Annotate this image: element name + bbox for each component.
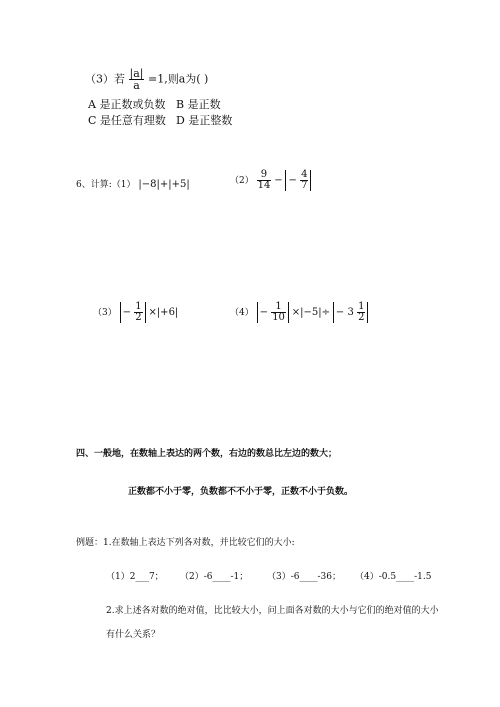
q6-part4-frac1-num: 1: [271, 302, 286, 313]
example-line3: 有什么关系？: [106, 630, 161, 640]
q6-part3-rest: ×|+6|: [148, 307, 179, 318]
q6-part4-label: （4）: [230, 308, 254, 318]
section4-subtext: 正数都不小于零，负数都不不小于零，正数不小于负数。: [128, 487, 354, 497]
q3-prefix: （3）若: [85, 72, 125, 86]
comparison-3: （3）-6____-36；: [267, 572, 341, 582]
q6-part2-frac2: [300, 170, 308, 191]
q6-label: 6、计算:（1）: [76, 180, 136, 190]
q6-part2-minus: −: [274, 175, 283, 186]
q6-part2-frac1-den: 14: [257, 180, 271, 191]
q6-part2: [230, 170, 311, 191]
q3-option-b: B 是正数: [176, 98, 221, 111]
q6-part2-label: （2）: [230, 176, 254, 186]
q6-part3-label: （3）: [93, 308, 117, 318]
q3-option-c: C 是任意有理数: [88, 114, 166, 127]
q6-part1-expr: |−8|+|+5|: [138, 179, 190, 190]
example-line1: 例题：1.在数轴上表达下列各对数，并比较它们的大小:: [76, 538, 295, 548]
q6-part3: [93, 302, 178, 323]
q3-frac-den: a: [133, 79, 140, 92]
comparison-4: （4）-0.5____-1.5: [355, 572, 432, 582]
comparison-2: （2）-6____-1；: [180, 572, 249, 582]
q6-part3-abs: [120, 302, 146, 323]
q3-suffix: =1,则a为( ): [147, 72, 209, 86]
q6-part2-frac1-num: 9: [257, 170, 272, 181]
q3-option-d: D 是正整数: [176, 114, 233, 127]
q6-part3-frac-den: 2: [135, 312, 142, 323]
q6-part4-abs1: [257, 302, 289, 323]
q6-part4-minus1: −: [259, 307, 268, 318]
q6-part4: [230, 302, 368, 323]
q6-part4-whole: 3: [347, 307, 354, 318]
q3-frac-num: |a|: [129, 67, 144, 80]
q6-part4-frac2-num: 1: [358, 301, 365, 312]
example-line2: 2.求上述各对数的绝对值，比比较大小，问上面各对数的大小与它们的绝对值的大小: [106, 606, 439, 616]
q6-part4-abs2: [333, 302, 369, 323]
q6-part4-frac1: [271, 302, 286, 323]
comparison-1: （1）2___7；: [106, 572, 164, 582]
q6-part3-minus: −: [122, 307, 131, 318]
q6-part2-frac2-den: 7: [301, 180, 308, 191]
section4-heading: 四、一般地，在数轴上表达的两个数，右边的数总比左边的数大；: [76, 449, 338, 459]
q6-part3-frac-num: 1: [135, 301, 142, 312]
q3-stem: [85, 68, 208, 91]
q6-part2-frac1: [257, 170, 272, 191]
q6-part2-frac2-num: 4: [301, 169, 308, 180]
q6-part2-inner-minus: −: [288, 175, 297, 186]
q6-part4-frac2-den: 2: [358, 312, 365, 323]
q6-part3-frac: [134, 302, 142, 323]
q6-part4-mid: ×|−5|÷: [291, 307, 331, 318]
q6-part4-minus2: −: [335, 307, 345, 318]
q3-option-a: A 是正数或负数: [88, 98, 166, 111]
q6-part4-frac1-den: 10: [272, 312, 285, 323]
q3-fraction: [129, 68, 145, 91]
q6-part2-abs: [285, 170, 311, 191]
q6-part4-frac2: [357, 302, 365, 323]
q6-part1: [76, 177, 190, 190]
